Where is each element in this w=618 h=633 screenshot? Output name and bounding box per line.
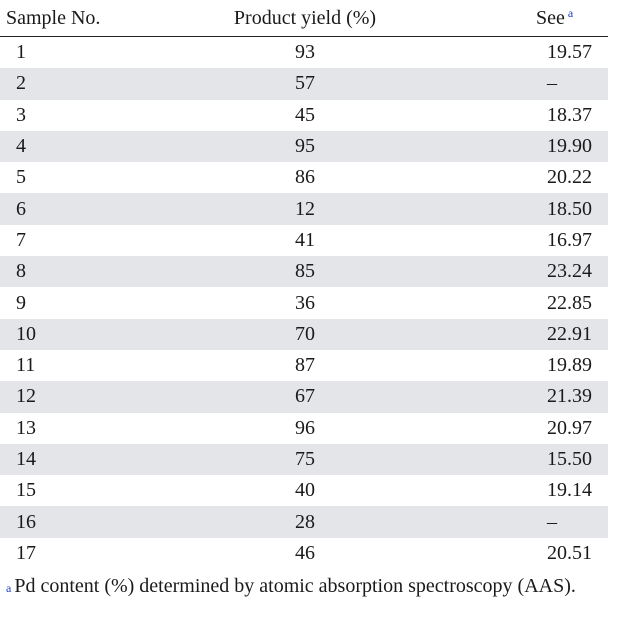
product-yield-cell: 57 xyxy=(170,68,440,99)
see-cell: 20.22 xyxy=(547,166,592,189)
table-row xyxy=(0,100,608,131)
sample-no-cell: 8 xyxy=(0,256,170,287)
header-see xyxy=(440,0,608,37)
product-yield-cell: 93 xyxy=(295,41,315,64)
product-yield-cell: 85 xyxy=(170,256,440,287)
product-yield-cell: 86 xyxy=(295,166,315,189)
table-row xyxy=(0,225,608,256)
see-cell: 20.51 xyxy=(547,541,592,564)
sample-no-cell: 16 xyxy=(0,506,170,537)
see-cell: 19.90 xyxy=(440,131,608,162)
sample-no-cell: 4 xyxy=(0,131,170,162)
table-row xyxy=(0,444,608,475)
see-cell: 15.50 xyxy=(440,444,608,475)
product-yield-cell: 41 xyxy=(295,228,315,251)
table-footnote xyxy=(6,574,608,599)
product-yield-cell: 40 xyxy=(295,479,315,502)
see-cell: 19.57 xyxy=(547,41,592,64)
sample-no-cell: 10 xyxy=(0,319,170,350)
header-see-label: See xyxy=(536,6,565,29)
table-row xyxy=(0,37,608,69)
see-cell: 22.91 xyxy=(440,319,608,350)
table-header xyxy=(0,0,608,37)
table-row xyxy=(0,162,608,193)
header-product-yield: Product yield (%) xyxy=(170,0,440,37)
sample-no-cell: 5 xyxy=(16,166,26,189)
see-cell: 22.85 xyxy=(547,291,592,314)
product-yield-cell: 36 xyxy=(295,291,315,314)
header-see-footnote-marker[interactable]: a xyxy=(567,5,574,20)
product-yield-cell: 67 xyxy=(170,381,440,412)
see-cell: 18.37 xyxy=(547,103,592,126)
sample-no-cell: 12 xyxy=(0,381,170,412)
table-row xyxy=(0,506,608,537)
sample-no-cell: 6 xyxy=(0,193,170,224)
sample-no-cell: 11 xyxy=(16,354,36,377)
product-yield-cell: 96 xyxy=(295,416,315,439)
table-row xyxy=(0,350,608,381)
sample-no-cell: 1 xyxy=(16,41,26,64)
product-yield-cell: 87 xyxy=(295,354,315,377)
table-row xyxy=(0,287,608,318)
see-cell: 18.50 xyxy=(440,193,608,224)
table-row xyxy=(0,381,608,412)
sample-no-cell: 13 xyxy=(16,416,36,439)
see-cell: 19.14 xyxy=(547,479,592,502)
see-cell: – xyxy=(440,68,608,99)
sample-no-cell: 2 xyxy=(0,68,170,99)
sample-no-cell: 7 xyxy=(16,228,26,251)
table-row xyxy=(0,413,608,444)
sample-no-cell: 15 xyxy=(16,479,36,502)
header-row xyxy=(0,0,608,37)
see-cell: 23.24 xyxy=(440,256,608,287)
sample-no-cell: 9 xyxy=(16,291,26,314)
product-yield-cell: 70 xyxy=(170,319,440,350)
table-row xyxy=(0,256,608,287)
product-yield-cell: 75 xyxy=(170,444,440,475)
see-cell: 21.39 xyxy=(440,381,608,412)
footnote-marker: a xyxy=(6,581,12,595)
see-cell: 19.89 xyxy=(547,354,592,377)
table-row xyxy=(0,475,608,506)
sample-no-cell: 3 xyxy=(16,103,26,126)
table-body xyxy=(0,37,608,570)
sample-no-cell: 17 xyxy=(16,541,36,564)
table-row xyxy=(0,131,608,162)
product-yield-cell: 95 xyxy=(170,131,440,162)
table-row xyxy=(0,68,608,99)
footnote-text: Pd content (%) determined by atomic absorption spectroscopy (AAS). xyxy=(14,575,576,597)
see-cell: 16.97 xyxy=(547,228,592,251)
table-row xyxy=(0,193,608,224)
header-sample-no: Sample No. xyxy=(0,0,170,37)
see-cell: – xyxy=(440,506,608,537)
product-yield-cell: 12 xyxy=(170,193,440,224)
sample-no-cell: 14 xyxy=(0,444,170,475)
product-yield-cell: 46 xyxy=(295,541,315,564)
table-row xyxy=(0,319,608,350)
see-cell: 20.97 xyxy=(547,416,592,439)
table-row xyxy=(0,538,608,569)
product-yield-cell: 45 xyxy=(295,103,315,126)
product-yield-cell: 28 xyxy=(170,506,440,537)
